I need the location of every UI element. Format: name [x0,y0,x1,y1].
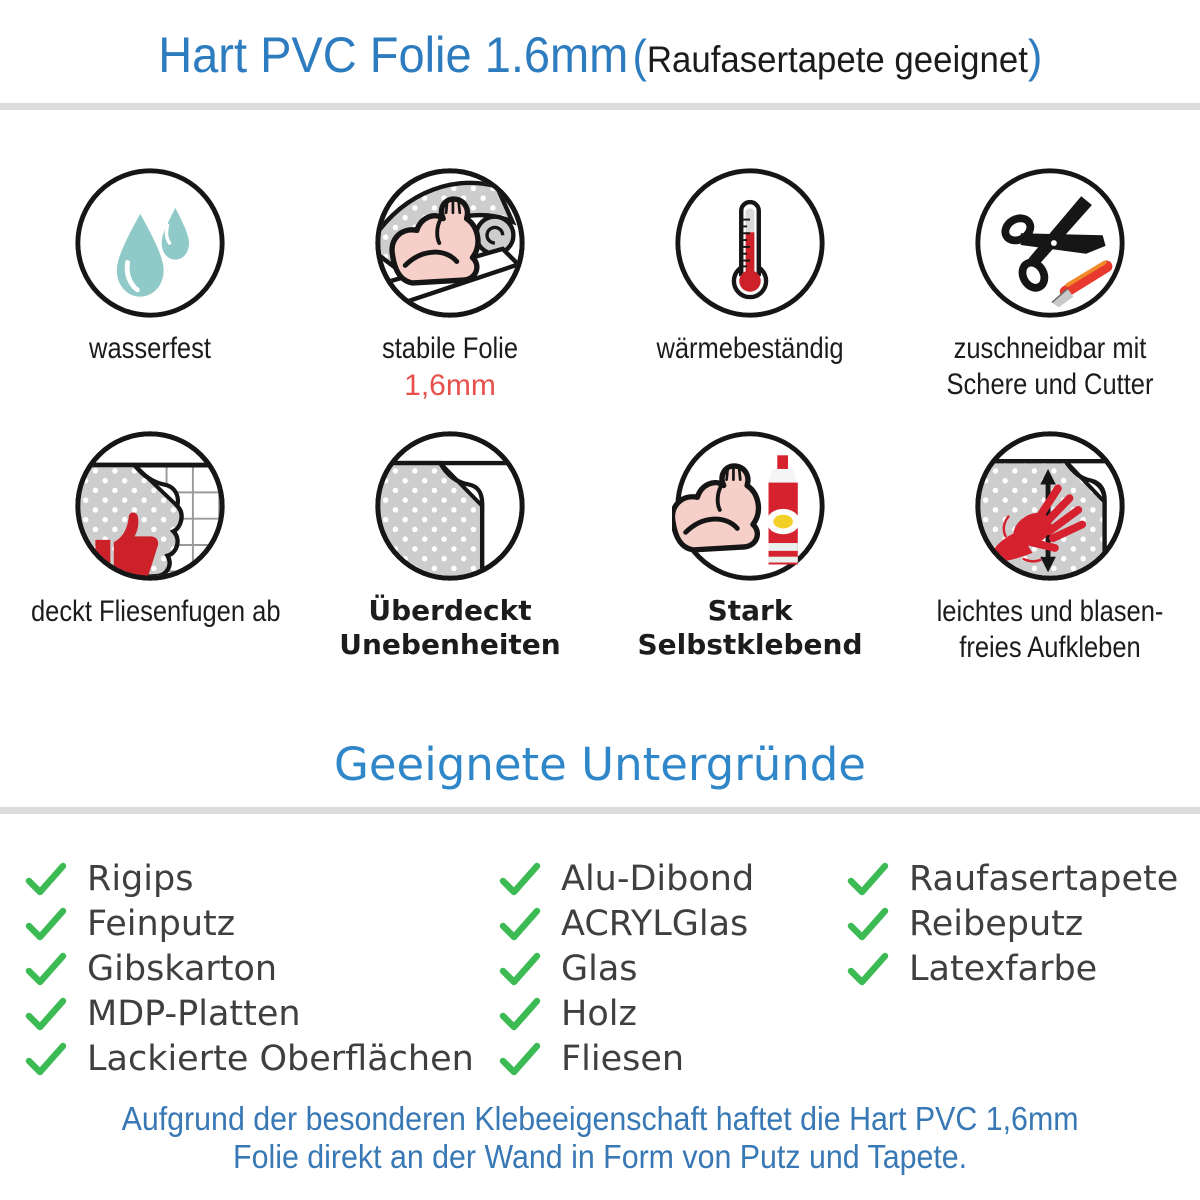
feature-covers-tile-joints [0,428,300,691]
check-icon [499,952,541,986]
substrate-label: Glas [561,948,638,989]
substrate-item [499,946,754,991]
substrate-item [25,1036,474,1081]
check-icon [847,907,889,941]
substrate-item [499,901,754,946]
divider-middle [0,807,1200,814]
substrate-item [499,991,754,1036]
footer-note [0,1100,1200,1176]
feature-grid [0,165,1200,691]
footer-line-2: Folie direkt an der Wand in Form von Putz und Tapete. [232,1138,968,1175]
substrate-item [847,901,1178,946]
feature-waterproof [0,165,300,428]
substrate-item [847,946,1178,991]
check-icon [499,862,541,896]
substrate-item [25,856,474,901]
feature-bubble-free-application [900,428,1200,691]
section-title-substrates: Geeignete Untergründe [333,738,866,791]
check-icon [499,997,541,1031]
thermometer-icon [672,165,828,321]
feature-sublabel-thickness: 1,6mm [404,369,496,402]
feature-self-adhesive [600,428,900,691]
water-drops-icon [72,165,228,321]
check-icon [25,907,67,941]
substrate-item [847,856,1178,901]
substrate-label: ACRYLGlas [561,903,749,944]
check-icon [25,1042,67,1076]
divider-top [0,103,1200,110]
check-icon [499,1042,541,1076]
title-paren-close: ) [1027,30,1043,82]
muscle-arm-foil-roll-icon [372,165,528,321]
title-paren-open: ( [632,30,647,82]
footer-line-1: Aufgrund der besonderen Klebeeigenschaft haftet die Hart PVC 1,6mm [121,1100,1079,1137]
substrate-column-3 [847,856,1178,991]
title-main: Hart PVC Folie 1.6mm [157,27,629,83]
feature-stable-foil [300,165,600,428]
feature-label: wärmebeständig [656,332,844,365]
check-icon [25,997,67,1031]
muscle-arm-glue-tube-icon [672,428,828,584]
substrate-label: Raufasertapete [909,858,1179,899]
check-icon [847,952,889,986]
substrate-item [499,1036,754,1081]
feature-cuttable [900,165,1200,428]
feature-label: zuschneidbar mit Schere und Cutter [946,332,1154,401]
substrate-column-2 [499,856,754,1081]
substrate-label: Fliesen [561,1038,685,1079]
check-icon [25,952,67,986]
substrate-label: Reibeputz [909,903,1084,944]
substrate-label: Gibskarton [87,948,278,989]
substrate-item [25,991,474,1036]
check-icon [847,862,889,896]
hand-smoothing-foil-icon [972,428,1128,584]
thumbs-up-tile-joints-icon [72,428,228,584]
substrate-label: Feinputz [87,903,236,944]
feature-label: Stark Selbstklebend [637,594,863,661]
check-icon [25,862,67,896]
substrate-label: Latexfarbe [909,948,1098,989]
substrate-label: Alu-Dibond [561,858,755,899]
substrate-label: Lackierte Oberflächen [87,1038,474,1079]
title-note: Raufasertapete geeignet [646,39,1028,80]
foil-folded-corner-icon [372,428,528,584]
feature-label: wasserfest [89,332,211,365]
feature-label: Überdeckt Unebenheiten [339,594,561,661]
substrate-item [25,901,474,946]
substrate-label: Rigips [87,858,194,899]
feature-heat-resistant [600,165,900,428]
feature-label: stabile Folie [381,332,519,365]
feature-label: leichtes und blasen-freies Aufkleben [936,595,1164,664]
substrate-item [499,856,754,901]
feature-label: deckt Fliesenfugen ab [31,595,281,628]
substrate-column-1 [25,856,474,1081]
check-icon [499,907,541,941]
substrate-label: Holz [561,993,637,1034]
substrate-item [25,946,474,991]
substrate-label: MDP-Platten [87,993,301,1034]
scissors-and-cutter-icon [972,165,1128,321]
feature-covers-unevenness [300,428,600,691]
page-title [0,26,1200,84]
